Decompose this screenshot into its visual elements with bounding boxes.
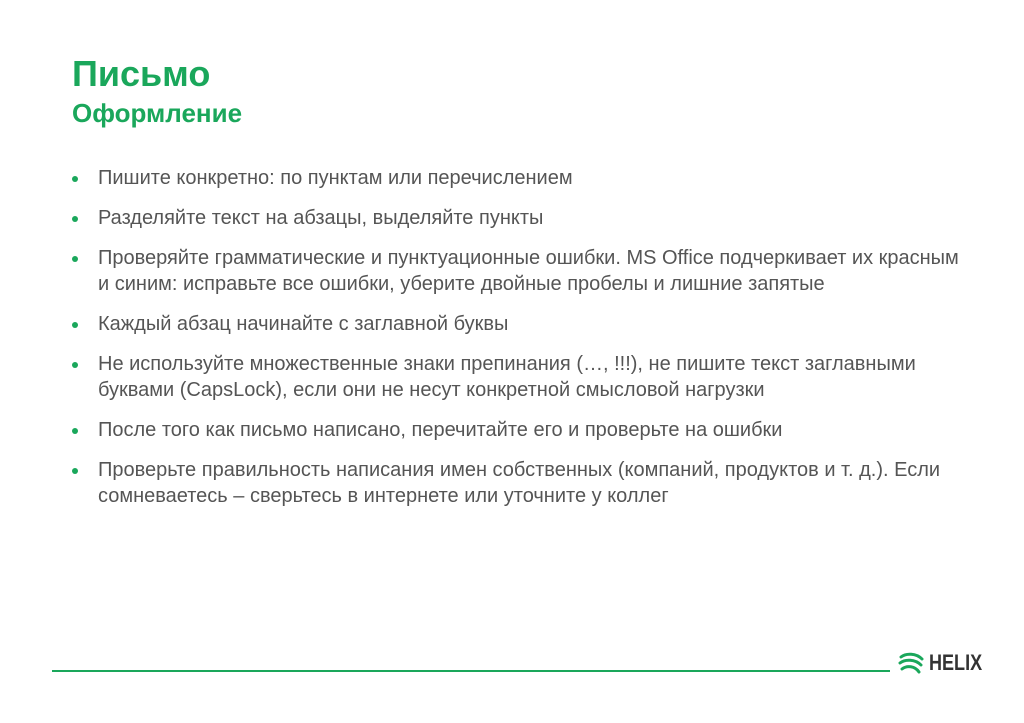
bullet-item bbox=[72, 165, 972, 191]
footer-divider bbox=[52, 670, 890, 672]
helix-logo bbox=[898, 648, 994, 678]
bullet-item bbox=[72, 457, 972, 509]
slide-subtitle: Оформление bbox=[72, 98, 243, 128]
bullet-dot-icon bbox=[72, 468, 78, 474]
bullet-dot-icon bbox=[72, 428, 78, 434]
bullet-item bbox=[72, 351, 972, 403]
bullet-dot-icon bbox=[72, 322, 78, 328]
bullet-list bbox=[72, 165, 972, 523]
bullet-text: Каждый абзац начинайте с заглавной буквы bbox=[98, 313, 509, 335]
bullet-text: Проверьте правильность написания имен собственных (компаний, продуктов и т. д.). Если сомневаетесь – сверьтесь в интернете или уточните у коллег bbox=[98, 459, 941, 507]
helix-logo-text: HELIX bbox=[929, 650, 983, 675]
bullet-text: После того как письмо написано, перечитайте его и проверьте на ошибки bbox=[98, 419, 783, 441]
bullet-text: Проверяйте грамматические и пунктуационные ошибки. MS Office подчеркивает их красным и синим: исправьте все ошибки, уберите двойные пробелы и лишние запятые bbox=[98, 247, 959, 295]
bullet-item bbox=[72, 417, 972, 443]
bullet-text: Разделяйте текст на абзацы, выделяйте пункты bbox=[98, 207, 544, 229]
bullet-dot-icon bbox=[72, 176, 78, 182]
bullet-item bbox=[72, 245, 972, 297]
bullet-dot-icon bbox=[72, 256, 78, 262]
bullet-dot-icon bbox=[72, 362, 78, 368]
bullet-item bbox=[72, 311, 972, 337]
helix-logo-icon bbox=[898, 651, 926, 675]
bullet-text: Пишите конкретно: по пунктам или перечислением bbox=[98, 167, 573, 189]
bullet-item bbox=[72, 205, 972, 231]
bullet-dot-icon bbox=[72, 216, 78, 222]
slide-title: Письмо bbox=[72, 53, 211, 94]
bullet-text: Не используйте множественные знаки препинания (…, !!!), не пишите текст заглавными буквами (CapsLock), если они не несут конкретной смысловой нагрузки bbox=[98, 353, 916, 401]
